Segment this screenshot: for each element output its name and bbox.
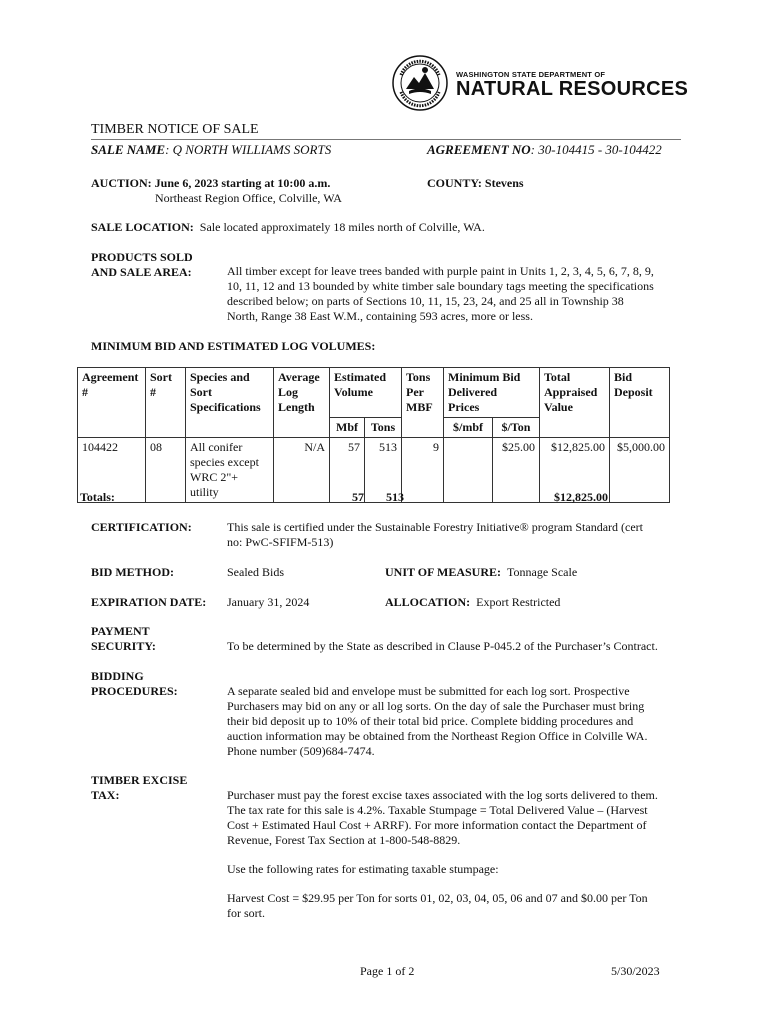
auction-value: June 6, 2023 starting at 10:00 a.m. — [154, 176, 331, 190]
sale-name-value: Q NORTH WILLIAMS SORTS — [172, 142, 332, 157]
page-number: Page 1 of 2 — [360, 964, 415, 978]
agreement-value: 30-104415 - 30-104422 — [538, 142, 662, 157]
notice-title: TIMBER NOTICE OF SALE — [91, 122, 259, 137]
dnr-seal-logo — [392, 55, 448, 111]
table-header-row — [78, 368, 670, 418]
cell-mbf: 57 — [330, 438, 365, 503]
sale-location-value: Sale located approximately 18 miles north of Colville, WA. — [199, 220, 485, 234]
unit-of-measure-value: Tonnage Scale — [507, 565, 578, 579]
totals-label: Totals: — [80, 490, 115, 504]
totals-tons: 513 — [386, 490, 404, 504]
certification-text: This sale is certified under the Sustainable Forestry Initiative® program Standard (cert no: PwC-SFIFM-513) — [227, 520, 643, 549]
sale-location-label: SALE LOCATION: — [91, 220, 194, 234]
certification-label: CERTIFICATION: — [91, 520, 192, 534]
allocation-label: ALLOCATION: — [385, 595, 471, 609]
min-bid-heading: MINIMUM BID AND ESTIMATED LOG VOLUMES: — [91, 339, 376, 353]
auction-location: Northeast Region Office, Colville, WA — [155, 191, 342, 205]
agreement-number: AGREEMENT NO: 30-104415 - 30-104422 — [427, 142, 662, 157]
bidding-label: BIDDING PROCEDURES: — [91, 669, 178, 698]
department-line: WASHINGTON STATE DEPARTMENT OF — [456, 70, 606, 79]
payment-security-value: To be determined by the State as described in Clause P-045.2 of the Purchaser’s Contract. — [227, 639, 658, 653]
bid-method-label: BID METHOD: — [91, 565, 175, 579]
unit-of-measure-label: UNIT OF MEASURE: — [385, 565, 502, 579]
products-label: PRODUCTS SOLD AND SALE AREA: — [91, 250, 193, 279]
auction-label: AUCTION: — [91, 176, 152, 190]
col-tons-per-header: Tons Per MBF — [402, 368, 444, 438]
col-volume-header: Estimated Volume — [330, 368, 402, 418]
payment-security-label: PAYMENT SECURITY: — [91, 624, 156, 653]
county-info — [427, 176, 524, 191]
col-sort-header: Sort # — [146, 368, 186, 438]
agreement-label: AGREEMENT NO — [427, 142, 531, 157]
col-agreement-header: Agreement # — [78, 368, 146, 438]
bid-table — [77, 367, 670, 503]
excise-text: Purchaser must pay the forest excise taxes associated with the log sorts delivered to them. The tax rate for this sale is 4.2%. Taxable Stumpage = Total Delivered Value – (Harvest Cost + Estimated Haul Cost + ARRF). For more information contact the Department of Revenue, Forest Tax Section at 1-800-548-8829. — [227, 788, 658, 847]
county-value: Stevens — [484, 176, 524, 190]
excise-harvest-cost: Harvest Cost = $29.95 per Ton for sorts 01, 02, 03, 04, 05, 06 and 07 and $0.00 per Ton for sort. — [227, 891, 648, 920]
col-tons-header: Tons — [365, 418, 402, 438]
bid-method-value: Sealed Bids — [227, 565, 284, 579]
col-species-header: Species and Sort Specifications — [186, 368, 274, 438]
col-bid-mbf-header: $/mbf — [444, 418, 493, 438]
bidding-text: A separate sealed bid and envelope must be submitted for each log sort. Prospective Purchasers may bid on any or all log sorts. On the day of sale the Purchaser must bring their bid deposit up to 10% of their total bid price. Complete bidding procedures and auction information may be obtained from the Northeast Region Office in Colville WA. Phone number (509)684-7474. — [227, 684, 648, 758]
expiration-value: January 31, 2024 — [227, 595, 310, 609]
auction-info — [91, 176, 342, 206]
col-deposit-header: Bid Deposit — [610, 368, 670, 438]
cell-tons-per-mbf: 9 — [402, 438, 444, 503]
totals-mbf: 57 — [352, 490, 364, 504]
cell-species: All conifer species except WRC 2"+ utility — [186, 438, 274, 503]
products-text: All timber except for leave trees banded with purple paint in Units 1, 2, 3, 4, 5, 6, 7, 8, 9, 10, 11, 12 and 13 bounded by white timber sale boundary tags meeting the specifications described below; on parts of Sections 10, 11, 15, 23, 24, and 25 all in Township 38 North, Range 38 East W.M., containing 593 acres, more or less. — [227, 264, 654, 323]
col-log-length-header: Average Log Length — [274, 368, 330, 438]
sale-location — [91, 220, 485, 235]
allocation-value: Export Restricted — [476, 595, 561, 609]
cell-agreement: 104422 — [78, 438, 146, 503]
cell-deposit: $5,000.00 — [610, 438, 670, 503]
excise-rates-intro: Use the following rates for estimating taxable stumpage: — [227, 862, 499, 876]
unit-of-measure — [385, 565, 577, 580]
title-rule — [91, 139, 681, 140]
col-bid-ton-header: $/Ton — [493, 418, 540, 438]
cell-bid-ton: $25.00 — [493, 438, 540, 503]
cell-appraised: $12,825.00 — [540, 438, 610, 503]
cell-log-length: N/A — [274, 438, 330, 503]
col-min-bid-header: Minimum Bid Delivered Prices — [444, 368, 540, 418]
department-name: NATURAL RESOURCES — [456, 78, 689, 100]
expiration-label: EXPIRATION DATE: — [91, 595, 207, 609]
allocation — [385, 595, 560, 610]
totals-appraised: $12,825.00 — [554, 490, 608, 504]
footer-date: 5/30/2023 — [611, 964, 660, 978]
col-mbf-header: Mbf — [330, 418, 365, 438]
col-appraised-header: Total Appraised Value — [540, 368, 610, 438]
sale-name: SALE NAME: Q NORTH WILLIAMS SORTS — [91, 142, 332, 157]
sale-name-label: SALE NAME — [91, 142, 166, 157]
cell-bid-mbf — [444, 438, 493, 503]
cell-sort: 08 — [146, 438, 186, 503]
county-label: COUNTY: — [427, 176, 482, 190]
excise-label: TIMBER EXCISE TAX: — [91, 773, 188, 802]
cell-tons: 513 — [365, 438, 402, 503]
